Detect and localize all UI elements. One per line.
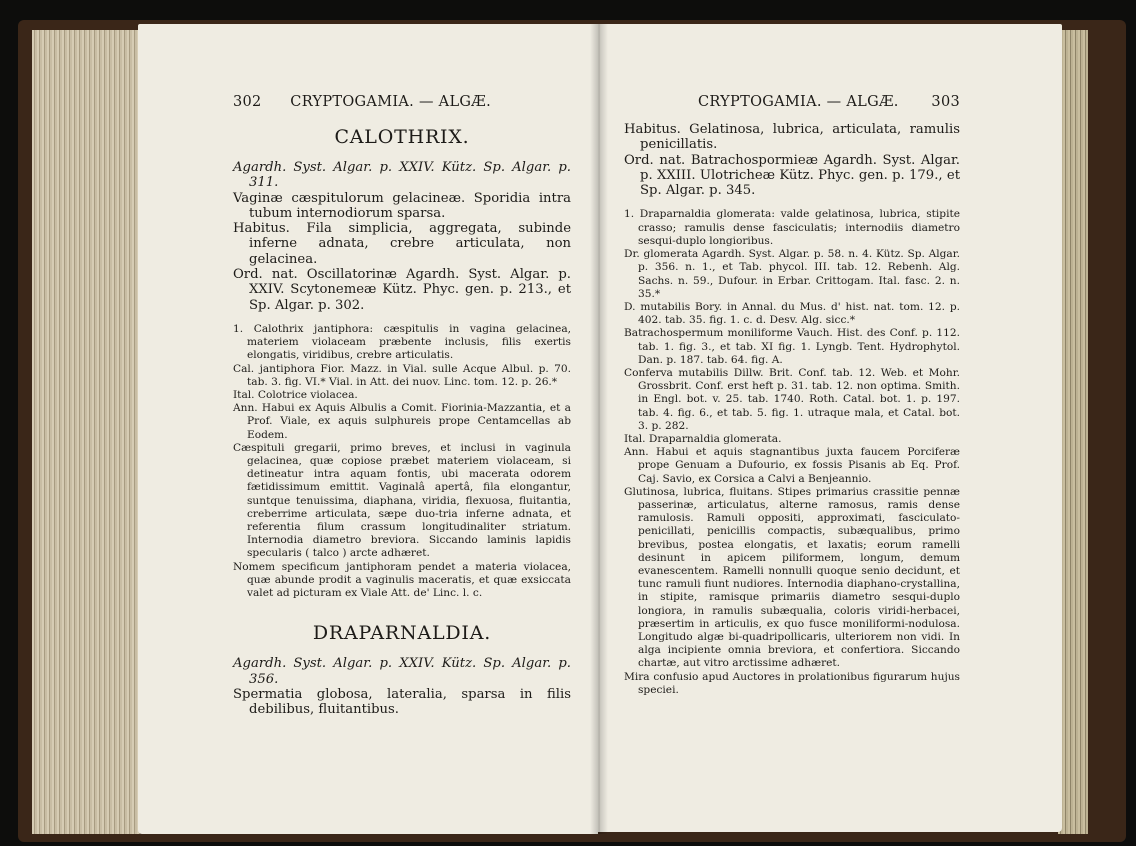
- right-page: [598, 24, 1062, 832]
- calothrix-detail-3: Ital. Colotrice violacea.: [233, 388, 358, 401]
- right-para-2: Ord. nat. Batrachospormieæ Agardh. Syst. Algar. p. XXIII. Ulotricheæ Kütz. Phyc. gen. p. 179., et Sp. Algar. p. 345.: [624, 152, 960, 199]
- calothrix-detail-4: Ann. Habui ex Aquis Albulis a Comit. Fiorinia-Mazzantia, et a Prof. Viale, ex aquis sulphureis prope Centamcellas ab Eodem.: [233, 402, 571, 441]
- calothrix-detail-6: Nomem specificum jantiphoram pendet a materia violacea, quæ abunde prodit a vaginulis maceratis, et quæ exsiccata valet ad picturam ex Viale Att. de' Linc. l. c.: [233, 560, 571, 600]
- right-running-title: CRYPTOGAMIA. — ALGÆ.: [698, 94, 899, 110]
- calothrix-para-4: Ord. nat. Oscillatorinæ Agardh. Syst. Algar. p. XXIV. Scytonemeæ Kütz. Phyc. gen. p. 213., et Sp. Algar. p. 302.: [233, 267, 571, 313]
- book-gutter: [590, 24, 608, 834]
- right-detail-5: Conferva mutabilis Dillw. Brit. Conf. tab. 12. Web. et Mohr. Grossbrit. Conf. erst heft p. 31. tab. 12. non optima. Smith. in Engl. bot. v. 25. tab. 1740. Roth. Catal. bot. 1. p. 197. tab. 4. fig. 6., et tab. 5. fig. 1. utraque mala, et Catal. bot. 3. p. 282.: [624, 366, 960, 432]
- right-detail-1: 1. Draparnaldia glomerata: valde gelatinosa, lubrica, stipite crasso; ramulis dense fasciculatis; internodiis diametro sesqui-duplo longioribus.: [624, 208, 960, 247]
- right-page-number: 303: [931, 94, 960, 110]
- calothrix-para-1: Agardh. Syst. Algar. p. XXIV. Kütz. Sp. Algar. p. 311.: [233, 160, 571, 191]
- right-running-head: [624, 94, 960, 116]
- left-page-number: 302: [233, 94, 262, 110]
- right-detail-2: Dr. glomerata Agardh. Syst. Algar. p. 58. n. 4. Kütz. Sp. Algar. p. 356. n. 1., et Tab. phycol. III. tab. 12. Rebenh. Alg. Sachs. n. 59., Dufour. in Erbar. Crittogam. Ital. fasc. 2. n. 35.*: [624, 248, 960, 300]
- calothrix-detail-2: Cal. jantiphora Fior. Mazz. in Vial. sulle Acque Albul. p. 70. tab. 3. fig. VI.* Vial. in Att. dei nuov. Linc. tom. 12. p. 26.*: [233, 362, 571, 388]
- left-running-head: [233, 94, 571, 116]
- right-page-content: [624, 94, 960, 697]
- section-title-draparnaldia: DRAPARNALDIA.: [312, 622, 492, 645]
- right-detail-8: Glutinosa, lubrica, fluitans. Stipes primarius crassitie pennæ passerinæ, articulatus, alterne ramosus, ramis dense ramulosis. Ramuli oppositi, approximati, fasciculato-penicillati, penicillis compactis, subæqualibus, primo brevibus, postea elongatis, et laxatis; eorum ramelli desinunt in apicem piliformem, longum, demum evanescentem. Ramelli nonnulli quoque senio decidunt, et tunc ramuli fiunt nudiores. Internodia diaphano-crystallina, in stipite, ramisque primariis diametro sesqui-duplo longiora, in ramulis subæqualia, coloris viridi-herbacei, præsertim in articulis, ex quo fusce moniliformi-nodulosa. Longitudo algæ bi-quadripollicaris, ulteriorem non vidi. In alga incipiente omnia breviora, et confertiora. Siccando chartæ, aut vitro arctissime adhæret.: [624, 485, 960, 670]
- section-title-calothrix: CALOTHRIX.: [334, 126, 470, 148]
- draparnaldia-para-1: Agardh. Syst. Algar. p. XXIV. Kütz. Sp. Algar. p. 356.: [233, 656, 571, 687]
- calothrix-detail-5: Cæspituli gregarii, primo breves, et inclusi in vaginula gelacinea, quæ copiose præbet materiem violaceam, si detineatur intra aquam fontis, ubi macerata odorem fætidissimum emittit. Vaginalâ apertâ, fila elongantur, suntque tenuissima, diaphana, viridia, flexuosa, fluitantia, creberrime articulata, sæpe duo-tria inferne adnata, et referentia filum crassum longitudinaliter striatum. Internodia diametro breviora. Siccando laminis lapidis specularis ( talco ) arcte adhæret.: [233, 441, 571, 560]
- left-page: [138, 24, 598, 834]
- page-edges-left: [32, 30, 140, 834]
- draparnaldia-para-2: Spermatia globosa, lateralia, sparsa in filis debilibus, fluitantibus.: [233, 686, 571, 718]
- right-detail-6: Ital. Draparnaldia glomerata.: [624, 432, 782, 445]
- left-running-title: CRYPTOGAMIA. — ALGÆ.: [290, 94, 491, 110]
- page-edges-right: [1058, 30, 1088, 834]
- left-page-content: [233, 94, 571, 717]
- calothrix-para-2: Vaginæ cæspitulorum gelacineæ. Sporidia intra tubum internodiorum sparsa.: [233, 190, 571, 221]
- right-para-1: Habitus. Gelatinosa, lubrica, articulata, ramulis penicillatis.: [624, 122, 960, 153]
- right-detail-9: Mira confusio apud Auctores in prolationibus figurarum hujus speciei.: [624, 670, 960, 696]
- calothrix-detail-1: 1. Calothrix jantiphora: cæspitulis in vagina gelacinea, materiem violaceam præbente inclusis, filis exertis elongatis, viridibus, crebre articulatis.: [233, 322, 571, 362]
- right-detail-3: D. mutabilis Bory. in Annal. du Mus. d' hist. nat. tom. 12. p. 402. tab. 35. fig. 1. c. d. Desv. Alg. sicc.*: [624, 300, 960, 327]
- calothrix-para-3: Habitus. Fila simplicia, aggregata, subinde inferne adnata, crebre articulata, non gelacinea.: [233, 221, 571, 267]
- right-detail-4: Batrachospermum moniliforme Vauch. Hist. des Conf. p. 112. tab. 1. fig. 3., et tab. XI fig. 1. Lyngb. Tent. Hydrophytol. Dan. p. 187. tab. 64. fig. A.: [624, 327, 960, 366]
- right-detail-7: Ann. Habui et aquis stagnantibus juxta faucem Porciferæ prope Genuam a Dufourio, ex fossis Pisanis ab Eq. Prof. Caj. Savio, ex Corsica a Calvi a Benjeannio.: [624, 446, 960, 485]
